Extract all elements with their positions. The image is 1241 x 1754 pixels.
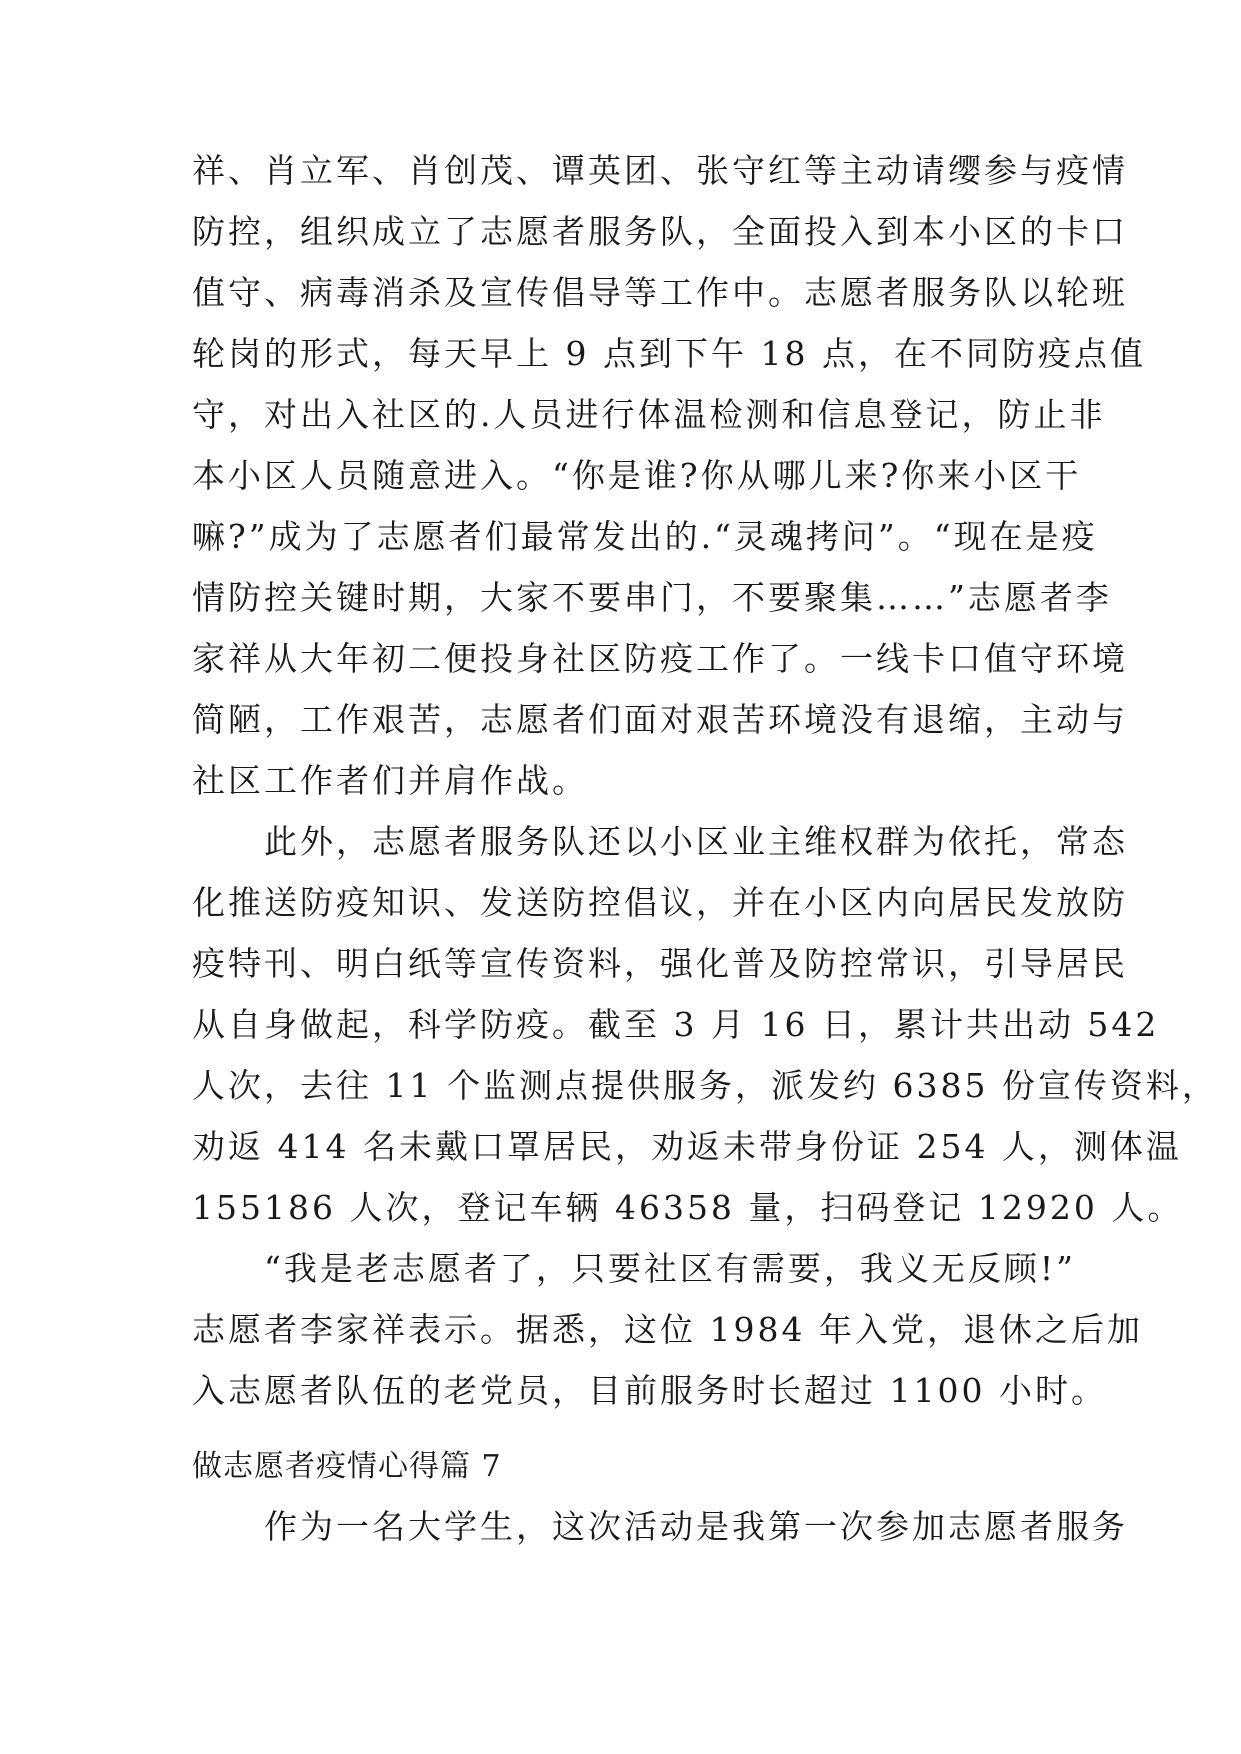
paragraph-line: 家祥从大年初二便投身社区防疫工作了。一线卡口值守环境 [192,639,1128,678]
paragraph-line: 化推送防疫知识、发送防控倡议，并在小区内向居民发放防 [192,883,1128,922]
paragraph-1 [192,140,1146,811]
paragraph-line: 作为一名大学生，这次活动是我第一次参加志愿者服务 [192,1507,1128,1546]
paragraph-line: 155186 人次，登记车辆 46358 量，扫码登记 12920 人。 [192,1188,1184,1227]
paragraph-line: 情防控关键时期，大家不要串门，不要聚集……”志愿者李 [192,578,1112,617]
paragraph-line: 入志愿者队伍的老党员，目前服务时长超过 1100 小时。 [192,1371,1107,1410]
paragraph-line: 人次，去往 11 个监测点提供服务，派发约 6385 份宣传资料， [192,1066,1218,1105]
paragraph-line: 疫特刊、明白纸等宣传资料，强化普及防控常识，引导居民 [192,944,1128,983]
paragraph-line: 嘛?”成为了志愿者们最常发出的.“灵魂拷问”。“现在是疫 [192,517,1098,556]
paragraph-line: 志愿者李家祥表示。据悉，这位 1984 年入党，退休之后加 [192,1310,1143,1349]
paragraph-line: 防控，组织成立了志愿者服务队，全面投入到本小区的卡口 [192,212,1128,251]
paragraph-line: 社区工作者们并肩作战。 [192,761,588,800]
paragraph-line: 此外，志愿者服务队还以小区业主维权群为依托，常态 [192,822,1128,861]
paragraph-line: 从自身做起，科学防疫。截至 3 月 16 日，累计共出动 542 [192,1005,1160,1044]
section-heading: 做志愿者疫情心得篇 7 [192,1449,502,1484]
paragraph-line: 简陋，工作艰苦，志愿者们面对艰苦环境没有退缩，主动与 [192,700,1128,739]
paragraph-line: 值守、病毒消杀及宣传倡导等工作中。志愿者服务队以轮班 [192,273,1128,312]
paragraph-line: 劝返 414 名未戴口罩居民，劝返未带身份证 254 人，测体温 [192,1127,1182,1166]
paragraph-line: 祥、肖立军、肖创茂、谭英团、张守红等主动请缨参与疫情 [192,151,1128,190]
paragraph-line: “我是老志愿者了，只要社区有需要，我义无反顾!” [192,1249,1077,1288]
paragraph-line: 本小区人员随意进入。“你是谁?你从哪儿来?你来小区干 [192,456,1082,495]
paragraph-3 [192,1238,1143,1421]
paragraph-2 [192,811,1218,1238]
paragraph-line: 轮岗的形式，每天早上 9 点到下午 18 点，在不同防疫点值 [192,334,1146,373]
paragraph-line: 守，对出入社区的.人员进行体温检测和信息登记，防止非 [192,395,1106,434]
